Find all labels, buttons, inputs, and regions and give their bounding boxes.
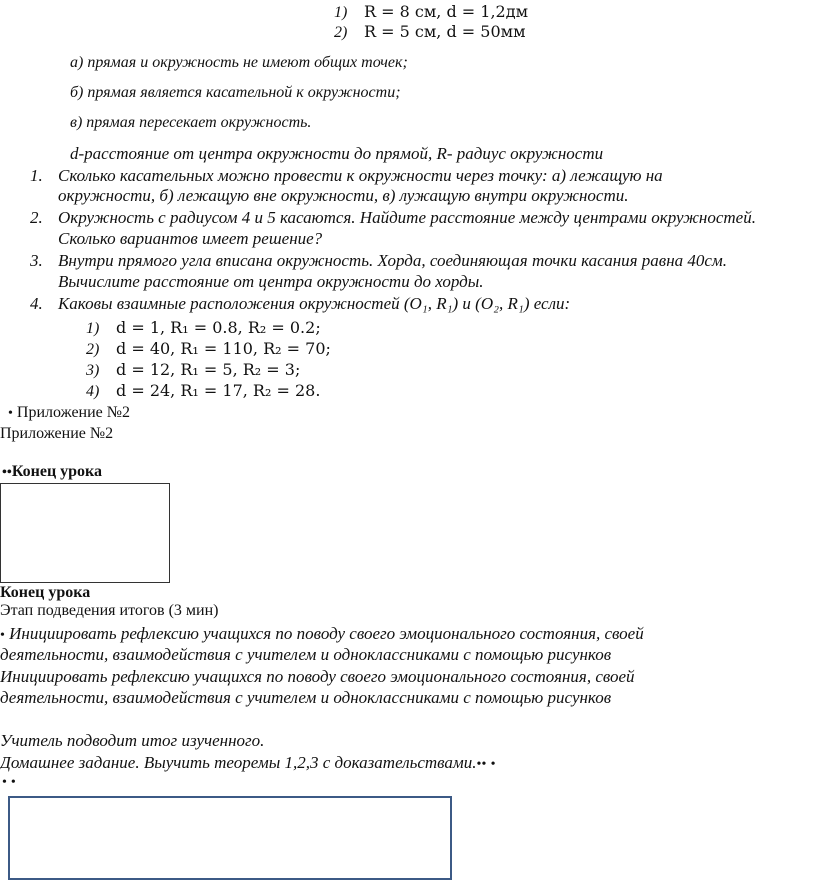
end-plain: Конец урока xyxy=(0,584,91,601)
sub-item-number: 3) xyxy=(86,362,100,379)
sub-item-number: 2) xyxy=(86,341,100,358)
reflection-bullet-line-2: деятельности, взаимодействия с учителем и одноклассниками с помощью рисунков xyxy=(0,645,612,664)
task-4-line-1: Каковы взаимные расположения окружностей (O₁, R₁) и (O₂, R₁) если: xyxy=(58,294,571,313)
reflection-plain-line-1: Инициировать рефлексию учащихся по поводу своего эмоционального состояния, своей xyxy=(0,667,635,686)
top-item-number: 1) xyxy=(334,4,348,21)
homework-line xyxy=(0,753,496,773)
end-bullet-text: Конец урока xyxy=(11,463,103,480)
bullet-icon: • xyxy=(10,775,16,790)
task-2 xyxy=(30,208,60,228)
sub-item-1 xyxy=(86,318,321,338)
task-number: 3. xyxy=(30,251,43,270)
bullet-icon: • xyxy=(2,465,7,480)
task-number: 2. xyxy=(30,208,43,227)
sub-item-3 xyxy=(86,360,300,380)
sub-item-math: d = 24, R₁ = 17, R₂ = 28. xyxy=(116,381,321,400)
sub-item-4 xyxy=(86,381,320,401)
sub-item-math: d = 1, R₁ = 0.8, R₂ = 0.2; xyxy=(116,318,321,337)
sub-item-math: d = 12, R₁ = 5, R₂ = 3; xyxy=(116,360,301,379)
task-4 xyxy=(30,294,60,314)
empty-frame-large xyxy=(8,796,452,880)
task-number: 4. xyxy=(30,294,43,313)
bullet-icon: • xyxy=(8,406,13,421)
option-b: б) прямая является касательной к окружности; xyxy=(70,84,401,101)
homework-text: Домашнее задание. Выучить теоремы 1,2,3 с доказательствами. xyxy=(0,753,477,772)
bullet-icon: • xyxy=(0,628,5,643)
appendix-bullet-text: Приложение №2 xyxy=(16,404,131,421)
top-item-math: R = 8 см, d = 1,2дм xyxy=(364,2,529,21)
top-item-math: R = 5 см, d = 50мм xyxy=(364,22,526,41)
task-1-line-1: Сколько касательных можно провести к окружности через точку: а) лежащую на xyxy=(58,166,663,185)
bullet-icon: • xyxy=(6,465,12,480)
task-3-line-2: Вычислите расстояние от центра окружности до хорды. xyxy=(58,272,484,291)
task-2-line-2: Сколько вариантов имеет решение? xyxy=(58,229,323,248)
sub-item-math: d = 40, R₁ = 110, R₂ = 70; xyxy=(116,339,331,358)
top-item-1 xyxy=(334,2,528,22)
bullet-icon: • xyxy=(2,775,7,790)
task-2-line-1: Окружность с радиусом 4 и 5 касаются. Найдите расстояние между центрами окружностей. xyxy=(58,208,756,227)
task-1 xyxy=(30,166,60,186)
top-item-number: 2) xyxy=(334,24,348,41)
bullet-icon: • xyxy=(481,757,487,772)
task-1-line-2: окружности, б) лежащую вне окружности, в) лужащую внутри окружности. xyxy=(58,186,629,205)
definition-line: d-расстояние от центра окружности до прямой, R- радиус окружности xyxy=(70,144,604,163)
sub-item-number: 4) xyxy=(86,383,100,400)
empty-frame-small xyxy=(0,483,170,583)
task-3 xyxy=(30,251,60,271)
teacher-summary: Учитель подводит итог изученного. xyxy=(0,731,265,750)
stage-title: Этап подведения итогов (3 мин) xyxy=(0,602,219,619)
reflection-plain-line-2: деятельности, взаимодействия с учителем и одноклассниками с помощью рисунков xyxy=(0,688,612,707)
option-a: а) прямая и окружность не имеют общих точек; xyxy=(70,54,408,71)
sub-item-number: 1) xyxy=(86,320,100,337)
reflection-bullet-text-1: Инициировать рефлексию учащихся по поводу своего эмоционального состояния, своей xyxy=(9,624,644,643)
bullet-icon: • xyxy=(490,757,496,772)
bullet-icon: • xyxy=(476,757,482,772)
task-3-line-1: Внутри прямого угла вписана окружность. Хорда, соединяющая точки касания равна 40см. xyxy=(58,251,728,270)
appendix-plain: Приложение №2 xyxy=(0,425,114,442)
reflection-bullet-line-1 xyxy=(0,624,644,644)
sub-item-2 xyxy=(86,339,331,359)
end-bullet-line xyxy=(2,463,102,481)
task-number: 1. xyxy=(30,166,43,185)
top-item-2 xyxy=(334,22,526,42)
trailing-bullets xyxy=(2,773,16,791)
option-c: в) прямая пересекает окружность. xyxy=(70,114,312,131)
appendix-bullet-line xyxy=(8,404,130,422)
